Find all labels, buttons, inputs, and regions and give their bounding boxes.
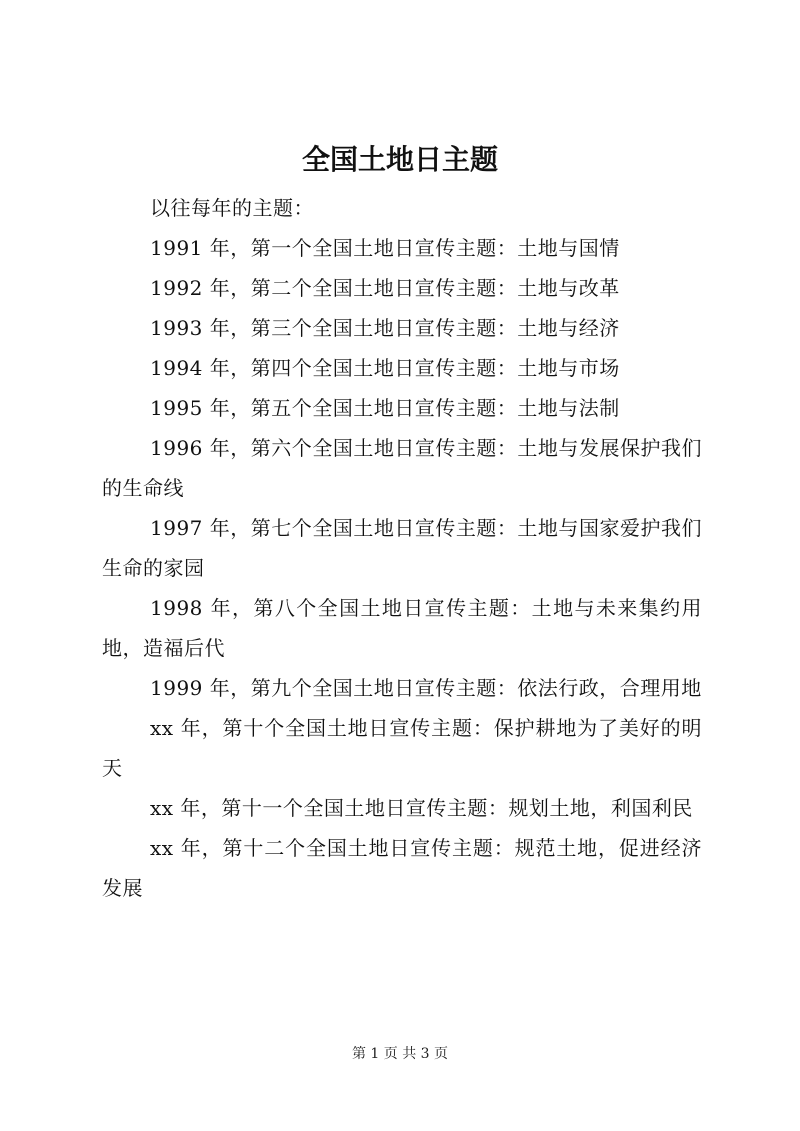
- paragraph-xx-12: xx 年，第十二个全国土地日宣传主题：规范土地，促进经济发展: [102, 836, 702, 900]
- paragraph-1994: 1994 年，第四个全国土地日宣传主题：土地与市场: [150, 356, 620, 380]
- paragraph-xx-11: xx 年，第十一个全国土地日宣传主题：规划土地，利国利民: [150, 796, 693, 820]
- paragraph-1991: 1991 年，第一个全国土地日宣传主题：土地与国情: [150, 236, 620, 260]
- paragraph-1992: 1992 年，第二个全国土地日宣传主题：土地与改革: [150, 276, 620, 300]
- paragraph-1999: 1999 年，第九个全国土地日宣传主题：依法行政，合理用地: [150, 676, 702, 700]
- paragraph-xx-10: xx 年，第十个全国土地日宣传主题：保护耕地为了美好的明天: [102, 716, 702, 780]
- paragraph-1998: 1998 年，第八个全国土地日宣传主题：土地与未来集约用地，造福后代: [102, 596, 702, 660]
- document-title: 全国土地日主题: [301, 143, 498, 176]
- document-body: [102, 188, 702, 908]
- paragraph-1997: 1997 年，第七个全国土地日宣传主题：土地与国家爱护我们生命的家园: [102, 516, 702, 580]
- paragraph-1993: 1993 年，第三个全国土地日宣传主题：土地与经济: [150, 316, 620, 340]
- paragraph-intro: 以往每年的主题：: [150, 196, 314, 220]
- page-footer: 第 1 页 共 3 页: [351, 1046, 449, 1062]
- paragraph-1995: 1995 年，第五个全国土地日宣传主题：土地与法制: [150, 396, 620, 420]
- paragraph-1996: 1996 年，第六个全国土地日宣传主题：土地与发展保护我们的生命线: [102, 436, 702, 500]
